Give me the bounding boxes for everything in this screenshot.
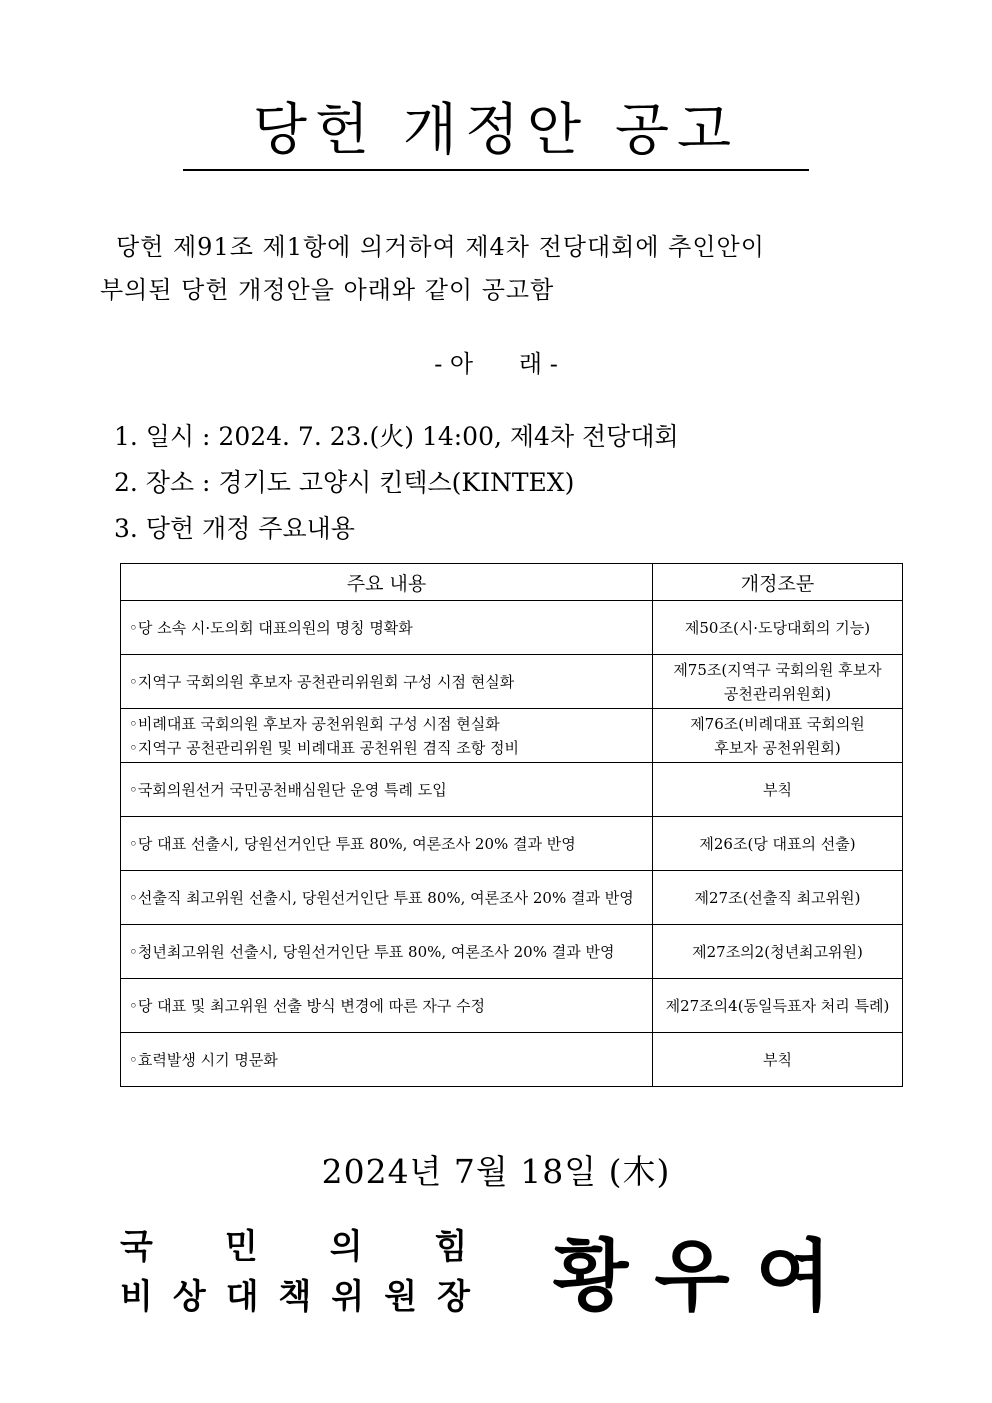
row-article	[653, 709, 903, 763]
article-line: 공천관리위원회)	[723, 684, 832, 703]
content-line: ◦지역구 공천관리위원 및 비례대표 공천위원 겸직 조항 정비	[129, 738, 519, 757]
article-line: 부칙	[763, 1050, 792, 1069]
row-content	[121, 601, 653, 655]
table-row	[121, 817, 903, 871]
amendment-table	[120, 563, 903, 1087]
table-row	[121, 1033, 903, 1087]
party-name: 국민의힘	[120, 1227, 540, 1267]
row-article	[653, 655, 903, 709]
content-line: ◦국회의원선거 국민공천배심원단 운영 특례 도입	[129, 780, 447, 799]
notice-items	[114, 414, 679, 552]
section-marker: - 아 래 -	[434, 350, 558, 378]
position-title: 비상대책위원장	[120, 1277, 490, 1317]
article-line: 제26조(당 대표의 선출)	[699, 834, 856, 853]
row-content	[121, 655, 653, 709]
table-row	[121, 709, 903, 763]
content-line: ◦당 소속 시·도의회 대표의원의 명칭 명확화	[129, 618, 413, 637]
header-content: 주요 내용	[121, 564, 653, 601]
notice-date: 2024년 7월 18일 (木)	[321, 1152, 671, 1191]
row-content	[121, 871, 653, 925]
intro-paragraph	[100, 226, 890, 312]
table-header-row	[121, 564, 903, 601]
article-line: 제27조(선출직 최고위원)	[694, 888, 861, 907]
row-content	[121, 817, 653, 871]
content-line: ◦선출직 최고위원 선출시, 당원선거인단 투표 80%, 여론조사 20% 결과 반영	[129, 888, 634, 907]
table-body	[121, 601, 903, 1087]
row-content	[121, 709, 653, 763]
article-line: 제50조(시·도당대회의 기능)	[684, 618, 871, 637]
content-line: ◦당 대표 및 최고위원 선출 방식 변경에 따른 자구 수정	[129, 996, 486, 1015]
item-schedule: 1. 일시 : 2024. 7. 23.(火) 14:00, 제4차 전당대회	[114, 422, 679, 451]
row-article	[653, 871, 903, 925]
item-contents: 3. 당헌 개정 주요내용	[114, 514, 355, 543]
article-line: 제27조의2(청년최고위원)	[692, 942, 863, 961]
row-content	[121, 925, 653, 979]
article-line: 제75조(지역구 국회의원 후보자	[673, 660, 882, 679]
article-line: 제27조의4(동일득표자 처리 특례)	[665, 996, 890, 1015]
issuing-organization	[120, 1222, 539, 1322]
content-line: ◦효력발생 시기 명문화	[129, 1050, 278, 1069]
row-article	[653, 979, 903, 1033]
row-content	[121, 1033, 653, 1087]
table-row	[121, 871, 903, 925]
row-article	[653, 601, 903, 655]
table-row	[121, 925, 903, 979]
table-row	[121, 655, 903, 709]
row-content	[121, 979, 653, 1033]
table-row	[121, 763, 903, 817]
article-line: 제76조(비례대표 국회의원	[690, 714, 865, 733]
intro-line-2: 부의된 당헌 개정안을 아래와 같이 공고함	[100, 276, 555, 304]
page-title: 당헌 개정안 공고	[252, 98, 740, 163]
header-article: 개정조문	[653, 564, 903, 601]
article-line: 후보자 공천위원회)	[714, 738, 841, 757]
article-line: 부칙	[763, 780, 792, 799]
content-line: ◦당 대표 선출시, 당원선거인단 투표 80%, 여론조사 20% 결과 반영	[129, 834, 576, 853]
row-article	[653, 925, 903, 979]
content-line: ◦청년최고위원 선출시, 당원선거인단 투표 80%, 여론조사 20% 결과 반영	[129, 942, 615, 961]
table-row	[121, 601, 903, 655]
row-content	[121, 763, 653, 817]
signatory-name: 황우여	[553, 1232, 858, 1322]
row-article	[653, 763, 903, 817]
intro-line-1: 당헌 제91조 제1항에 의거하여 제4차 전당대회에 추인안이	[116, 233, 765, 261]
content-line: ◦비례대표 국회의원 후보자 공천위원회 구성 시점 현실화	[129, 714, 500, 733]
table-row	[121, 979, 903, 1033]
row-article	[653, 817, 903, 871]
title-underline	[183, 169, 809, 171]
content-line: ◦지역구 국회의원 후보자 공천관리위원회 구성 시점 현실화	[129, 672, 515, 691]
row-article	[653, 1033, 903, 1087]
item-venue: 2. 장소 : 경기도 고양시 킨텍스(KINTEX)	[114, 468, 575, 497]
